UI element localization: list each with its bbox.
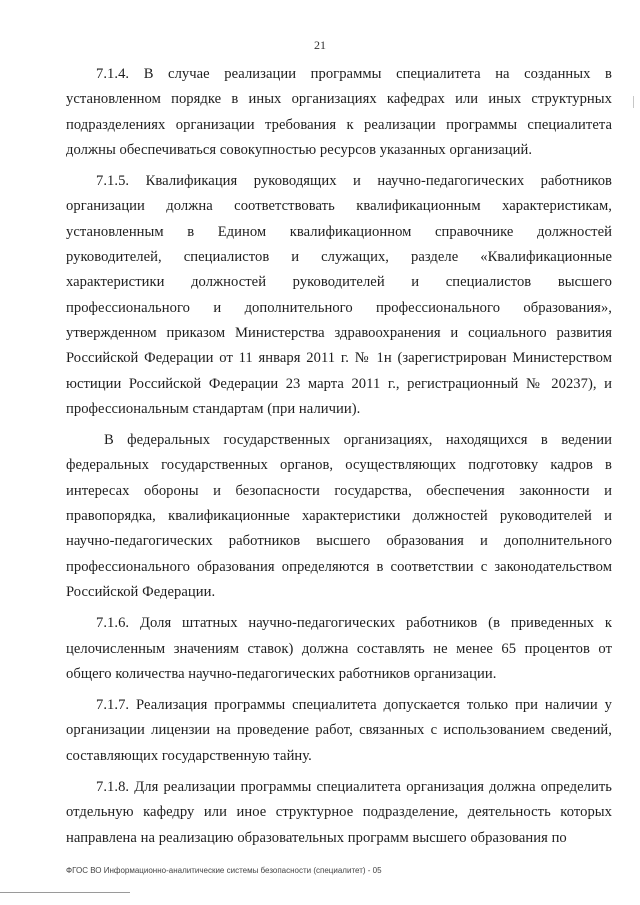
paragraph-7-1-5: 7.1.5. Квалификация руководящих и научно-педагогических работников организации должна соответствовать квалификационным характеристикам, установленным в Едином квалификационном справочнике должностей руководителей, специалистов и служащих, разделе «Квалификационные характеристики должностей руководителей и специалистов высшего профессионального и дополнительного профессионального образования», утвержденном приказом Министерства здравоохранения и социального развития Российской Федерации от 11 января 2011 г. № 1н (зарегистрирован Министерством юстиции Российской Федерации 23 марта 2011 г., регистрационный № 20237), и профессиональным стандартам (при наличии). bbox=[66, 173, 612, 417]
paragraph-7-1-4: 7.1.4. В случае реализации программы специалитета на созданных в установленном порядке в иных организациях кафедрах или иных структурных подразделениях организации требования к реализации программы специалитета должны обеспечиваться совокупностью ресурсов указанных организаций. bbox=[66, 66, 612, 158]
page-number: 21 bbox=[314, 38, 326, 52]
paragraph-7-1-7: 7.1.7. Реализация программы специалитета допускается только при наличии у организации лицензии на проведение работ, связанных с использованием сведений, составляющих государственную тайну. bbox=[66, 697, 612, 764]
page-footer: ФГОС ВО Информационно-аналитические системы безопасности (специалитет) - 05 bbox=[66, 866, 382, 875]
paragraph-7-1-8: 7.1.8. Для реализации программы специалитета организация должна определить отдельную кафедру или иное структурное подразделение, деятельность которых направлена на реализацию образовательных программ высшего образования по bbox=[66, 779, 612, 846]
paragraph-7-1-6: 7.1.6. Доля штатных научно-педагогических работников (в приведенных к целочисленным значениям ставок) должна составлять не менее 65 процентов от общего количества научно-педагогических работников организации. bbox=[66, 615, 612, 682]
footer-divider bbox=[0, 892, 130, 893]
paragraph-federal-organizations: В федеральных государственных организациях, находящихся в ведении федеральных государственных органов, осуществляющих подготовку кадров в интересах обороны и безопасности государства, обеспечения законности и правопорядка, квалификационные характеристики должностей руководителей и научно-педагогических работников высшего образования и дополнительного профессионального образования определяются в соответствии с законодательством Российской Федерации. bbox=[66, 432, 612, 600]
document-body bbox=[66, 62, 612, 851]
scan-edge-mark bbox=[633, 96, 634, 108]
